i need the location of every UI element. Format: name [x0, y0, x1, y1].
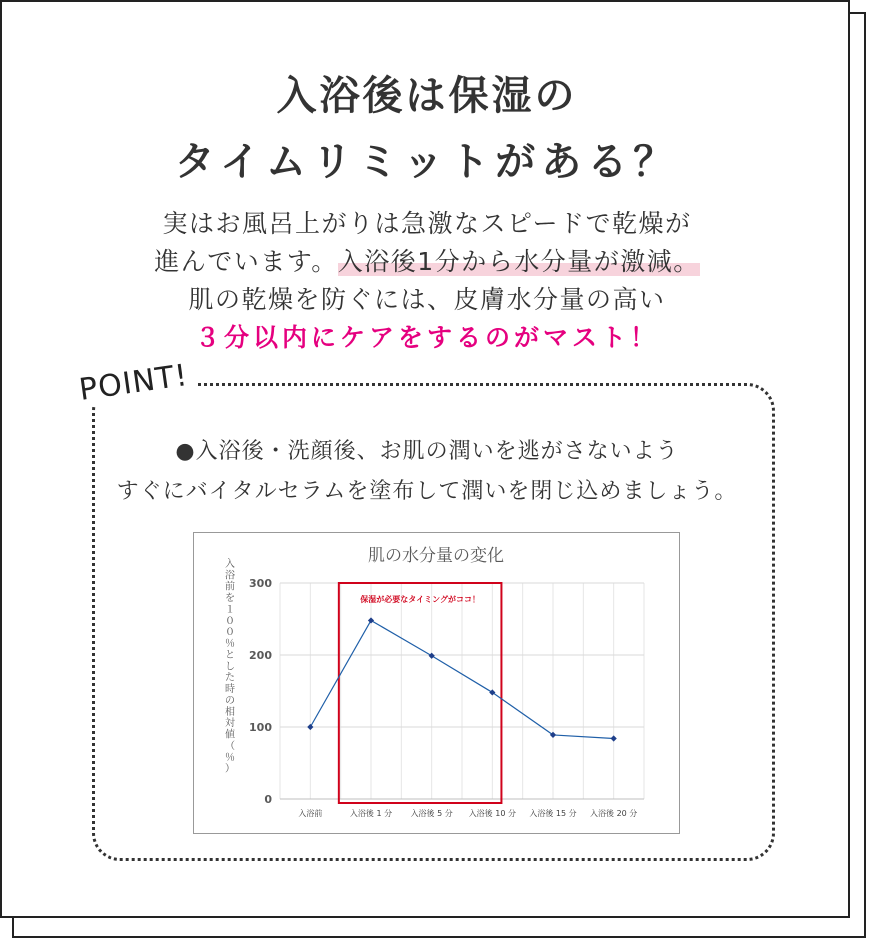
y-axis-label-char: 対 — [225, 718, 235, 730]
point-line1: ●入浴後・洗顔後、お肌の潤いを逃がさないよう — [175, 439, 679, 464]
y-tick-label: 300 — [249, 577, 272, 590]
y-axis-label-char: を — [225, 593, 235, 605]
y-axis-label-char: 時 — [225, 684, 235, 696]
y-axis-label-char: 値 — [225, 729, 235, 741]
intro-line3: 肌の乾燥を防ぐには、皮膚水分量の高い — [188, 285, 666, 314]
y-axis-label-char: 入 — [225, 559, 235, 570]
page-title-line1: 入浴後は保湿の — [276, 73, 578, 119]
data-point — [307, 724, 313, 730]
y-axis-label-char: ０ — [225, 627, 235, 639]
y-axis-label-char: ％ — [225, 638, 235, 650]
y-axis-label-char: ） — [225, 763, 235, 775]
x-tick-label: 入浴後 5 分 — [410, 809, 453, 818]
intro-line2 — [2, 243, 852, 281]
annotation-box — [339, 583, 502, 803]
x-tick-label: 入浴後 1 分 — [349, 809, 393, 818]
moisture-chart — [194, 533, 679, 833]
y-axis-label-char: し — [225, 661, 235, 673]
data-point — [429, 653, 435, 659]
y-tick-label: 100 — [249, 721, 272, 734]
y-axis-label-char: 浴 — [225, 570, 235, 582]
y-tick-label: 200 — [249, 649, 272, 662]
y-axis-label-char: と — [225, 649, 235, 661]
chart-frame — [193, 532, 680, 834]
chart-title: 肌の水分量の変化 — [368, 546, 504, 566]
y-axis-label-char: の — [225, 695, 235, 707]
intro-line1: 実はお風呂上がりは急激なスピードで乾燥が — [162, 209, 692, 238]
y-axis-label-char: ０ — [225, 615, 235, 627]
data-point — [611, 735, 617, 741]
intro-highlight: 入浴後1分から水分量が激減。 — [337, 247, 700, 276]
y-axis-label-char: ％ — [225, 752, 235, 764]
y-axis-label-char: 相 — [225, 706, 235, 718]
x-tick-label: 入浴後 20 分 — [590, 809, 638, 818]
data-point — [368, 617, 374, 623]
intro-line2-prefix: 進んでいます。 — [154, 247, 338, 276]
annotation-text: 保湿が必要なタイミングがココ！ — [360, 595, 480, 604]
x-tick-label: 入浴前 — [298, 809, 323, 818]
y-tick-label: 0 — [264, 793, 272, 806]
y-axis-label-char: １ — [225, 604, 235, 616]
y-axis-label-char: た — [225, 672, 235, 684]
y-axis-label-char: 前 — [225, 581, 235, 593]
point-label: POINT! — [69, 357, 198, 409]
x-tick-label: 入浴後 15 分 — [529, 809, 577, 818]
intro-line4-emphasis: ３分以内にケアをするのがマスト！ — [194, 323, 659, 352]
x-tick-label: 入浴後 10 分 — [468, 809, 516, 818]
page-title-line2: タイムリミットがある？ — [174, 139, 680, 185]
y-axis-label-char: （ — [225, 740, 235, 752]
point-line2: すぐにバイタルセラムを塗布して潤いを閉じ込めましょう。 — [116, 479, 738, 504]
